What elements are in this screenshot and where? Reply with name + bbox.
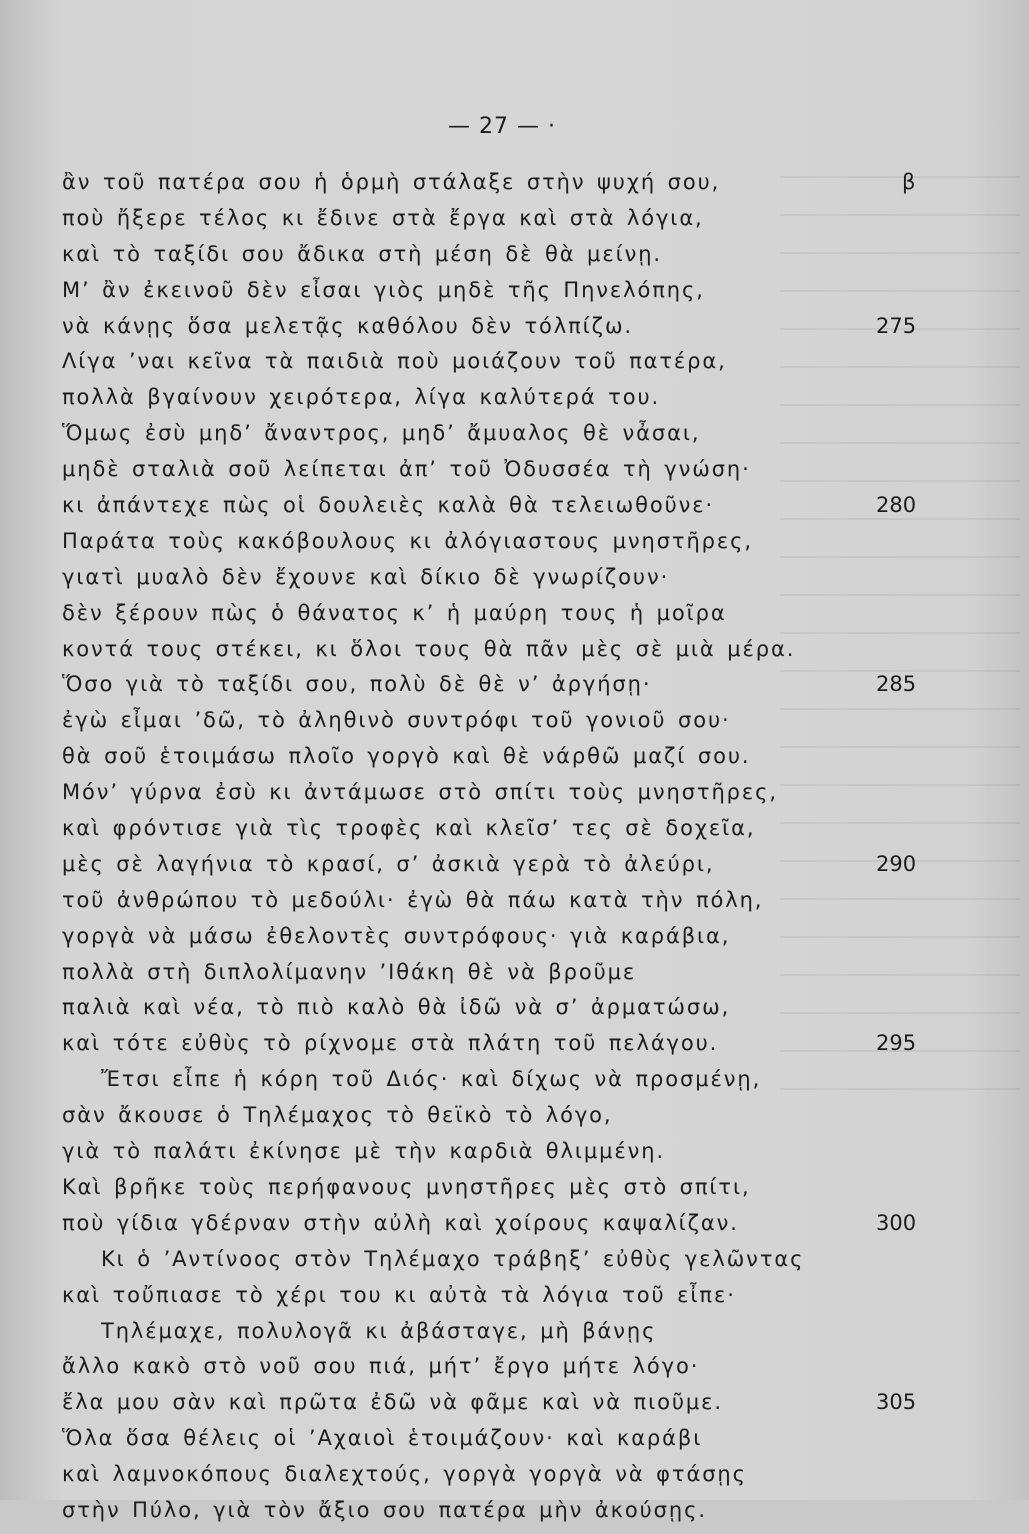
verse-line <box>0 457 1029 493</box>
verse-line <box>0 601 1029 637</box>
verse-line <box>0 924 1029 960</box>
verse-line-text: ἔλα μου σὰν καὶ πρῶτα ἐδῶ νὰ φᾶμε καὶ νὰ πιοῦμε. <box>62 1390 723 1415</box>
margin-marker: β <box>902 170 916 194</box>
verse-line-text: ποὺ γίδια γδέρναν στὴν αὐλὴ καὶ χοίρους καψαλίζαν. <box>62 1210 739 1235</box>
verse-line <box>0 708 1029 744</box>
verse-line <box>0 1390 1029 1426</box>
verse-line-text: δὲν ξέρουν πὼς ὁ θάνατος κ’ ἡ μαύρη τους ἡ μοῖρα <box>62 600 727 625</box>
verse-line <box>0 1319 1029 1355</box>
verse-line-text: Ὅμως ἐσὺ μηδ’ ἄναντρος, μηδ’ ἄμυαλος θὲ νἆσαι, <box>62 421 701 446</box>
verse-line-text: ἄλλο κακὸ στὸ νοῦ σου πιά, μήτ’ ἔργο μήτε λόγο· <box>62 1354 700 1379</box>
line-number: 290 <box>876 851 917 876</box>
line-number: 285 <box>876 672 917 697</box>
verse-line-text: Τηλέμαχε, πολυλογᾶ κι ἀβάσταγε, μὴ βάνῃς <box>101 1318 657 1343</box>
line-number: 305 <box>876 1390 917 1415</box>
line-number: 295 <box>876 1031 917 1056</box>
verse-line <box>0 1426 1029 1462</box>
verse-line-text: Λίγα ’ναι κεῖνα τὰ παιδιὰ ποὺ μοιάζουν τοῦ πατέρα, <box>62 349 727 374</box>
verse-line <box>0 385 1029 421</box>
verse-line <box>0 1139 1029 1175</box>
verse-line-text: θὰ σοῦ ἑτοιμάσω πλοῖο γοργὸ καὶ θὲ νάρθῶ μαζί σου. <box>62 744 751 769</box>
page-number: — 27 — · <box>448 114 556 139</box>
verse-line <box>0 744 1029 780</box>
verse-line <box>0 1354 1029 1390</box>
verse-line-text: σὰν ἄκουσε ὁ Τηλέμαχος τὸ θεϊκὸ τὸ λόγο, <box>62 1103 613 1128</box>
verse-line-text: στὴν Πύλο, γιὰ τὸν ἄξιο σου πατέρα μὴν ἀκούσῃς. <box>62 1497 707 1522</box>
verse-line <box>0 529 1029 565</box>
verse-line <box>0 1498 1029 1534</box>
verse-line-text: μηδὲ σταλιὰ σοῦ λείπεται ἀπ’ τοῦ Ὀδυσσέα τὴ γνώση· <box>62 457 751 482</box>
verse-line-text: καὶ φρόντισε γιὰ τὶς τροφὲς καὶ κλεῖσ’ τες σὲ δοχεῖα, <box>62 816 756 841</box>
verse-line-text: γιατὶ μυαλὸ δὲν ἔχουνε καὶ δίκιο δὲ γνωρίζουν· <box>62 564 670 589</box>
verse-line <box>0 1211 1029 1247</box>
verse-line <box>0 1175 1029 1211</box>
verse-line <box>0 170 1029 206</box>
verse-line <box>0 278 1029 314</box>
verse-line <box>0 637 1029 673</box>
verse-line-text: καὶ τοὔπιασε τὸ χέρι του κι αὐτὰ τὰ λόγια τοῦ εἶπε· <box>62 1282 736 1307</box>
verse-line-text: Παράτα τοὺς κακόβουλους κι ἀλόγιαστους μνηστῆρες, <box>62 528 753 553</box>
verse-line-text: πολλὰ βγαίνουν χειρότερα, λίγα καλύτερά του. <box>62 385 661 410</box>
verse-line <box>0 816 1029 852</box>
verse-block <box>0 170 1029 1534</box>
verse-line <box>0 888 1029 924</box>
verse-line <box>0 421 1029 457</box>
verse-line-text: ἂν τοῦ πατέρα σου ἡ ὁρμὴ στάλαξε στὴν ψυχή σου, <box>62 170 721 194</box>
verse-line-text: μὲς σὲ λαγήνια τὸ κρασί, σ’ ἀσκιὰ γερὰ τὸ ἀλεύρι, <box>62 851 715 876</box>
verse-line-text: κοντά τους στέκει, κι ὅλοι τους θὰ πᾶν μὲς σὲ μιὰ μέρα. <box>62 636 796 661</box>
verse-line <box>0 1103 1029 1139</box>
verse-line-text: ποὺ ἤξερε τέλος κι ἔδινε στὰ ἔργα καὶ στὰ λόγια, <box>62 205 704 230</box>
verse-line-text: καὶ τότε εὐθὺς τὸ ρίχνομε στὰ πλάτη τοῦ πελάγου. <box>62 1031 719 1056</box>
line-number: 300 <box>876 1210 917 1235</box>
verse-line <box>0 1067 1029 1103</box>
verse-line <box>0 349 1029 385</box>
verse-line <box>0 242 1029 278</box>
verse-line-text: ἐγὼ εἶμαι ’δῶ, τὸ ἀληθινὸ συντρόφι τοῦ γονιοῦ σου· <box>62 708 731 733</box>
verse-line-text: Ὅσο γιὰ τὸ ταξίδι σου, πολὺ δὲ θὲ ν’ ἀργήσῃ· <box>62 672 652 697</box>
line-number: 280 <box>876 493 917 518</box>
verse-line-text: καὶ τὸ ταξίδι σου ἄδικα στὴ μέση δὲ θὰ μείνῃ. <box>62 241 662 266</box>
verse-line-text: γιὰ τὸ παλάτι ἐκίνησε μὲ τὴν καρδιὰ θλιμμένη. <box>62 1139 666 1164</box>
verse-line <box>0 206 1029 242</box>
verse-line-text: γοργὰ νὰ μάσω ἐθελοντὲς συντρόφους· γιὰ καράβια, <box>62 923 731 948</box>
verse-line <box>0 565 1029 601</box>
line-number: 275 <box>876 313 917 338</box>
verse-line <box>0 314 1029 350</box>
verse-line-text: Μόν’ γύρνα ἐσὺ κι ἀντάμωσε στὸ σπίτι τοὺς μνηστῆρες, <box>62 780 778 805</box>
verse-line-text: νὰ κάνῃς ὅσα μελετᾷς καθόλου δὲν τόλπίζω. <box>62 313 634 338</box>
verse-line-text: Ὅλα ὅσα θέλεις οἱ ’Αχαιοὶ ἑτοιμάζουν· καὶ καράβι <box>62 1426 703 1451</box>
verse-line <box>0 672 1029 708</box>
verse-line <box>0 1031 1029 1067</box>
verse-line-text: κι ἀπάντεχε πὼς οἱ δουλειὲς καλὰ θὰ τελειωθοῦνε· <box>62 493 715 518</box>
verse-line-text: παλιὰ καὶ νέα, τὸ πιὸ καλὸ θὰ ἰδῶ νὰ σ’ ἀρματώσω, <box>62 995 731 1020</box>
verse-line-text: Μ’ ἂν ἐκεινοῦ δὲν εἶσαι γιὸς μηδὲ τῆς Πηνελόπης, <box>62 277 705 302</box>
verse-line-text: Καὶ βρῆκε τοὺς περήφανους μνηστῆρες μὲς στὸ σπίτι, <box>62 1174 751 1199</box>
verse-line-text: καὶ λαμνοκόπους διαλεχτούς, γοργὰ γοργὰ νὰ φτάσῃς <box>62 1462 747 1487</box>
verse-line-text: πολλὰ στὴ διπλολίμανην ’Ιθάκη θὲ νὰ βροῦμε <box>62 959 637 984</box>
verse-line-text: Κι ὁ ’Αντίνοος στὸν Τηλέμαχο τράβηξ’ εὐθὺς γελῶντας <box>101 1246 805 1271</box>
verse-line <box>0 780 1029 816</box>
verse-line <box>0 1283 1029 1319</box>
verse-line <box>0 995 1029 1031</box>
verse-line <box>0 493 1029 529</box>
verse-line-text: τοῦ ἀνθρώπου τὸ μεδούλι· ἐγὼ θὰ πάω κατὰ τὴν πόλη, <box>62 887 764 912</box>
verse-line <box>0 960 1029 996</box>
verse-line-text: Ἔτσι εἶπε ἡ κόρη τοῦ Διός· καὶ δίχως νὰ προσμένῃ, <box>101 1067 762 1092</box>
verse-line <box>0 852 1029 888</box>
verse-line <box>0 1247 1029 1283</box>
verse-line <box>0 1462 1029 1498</box>
